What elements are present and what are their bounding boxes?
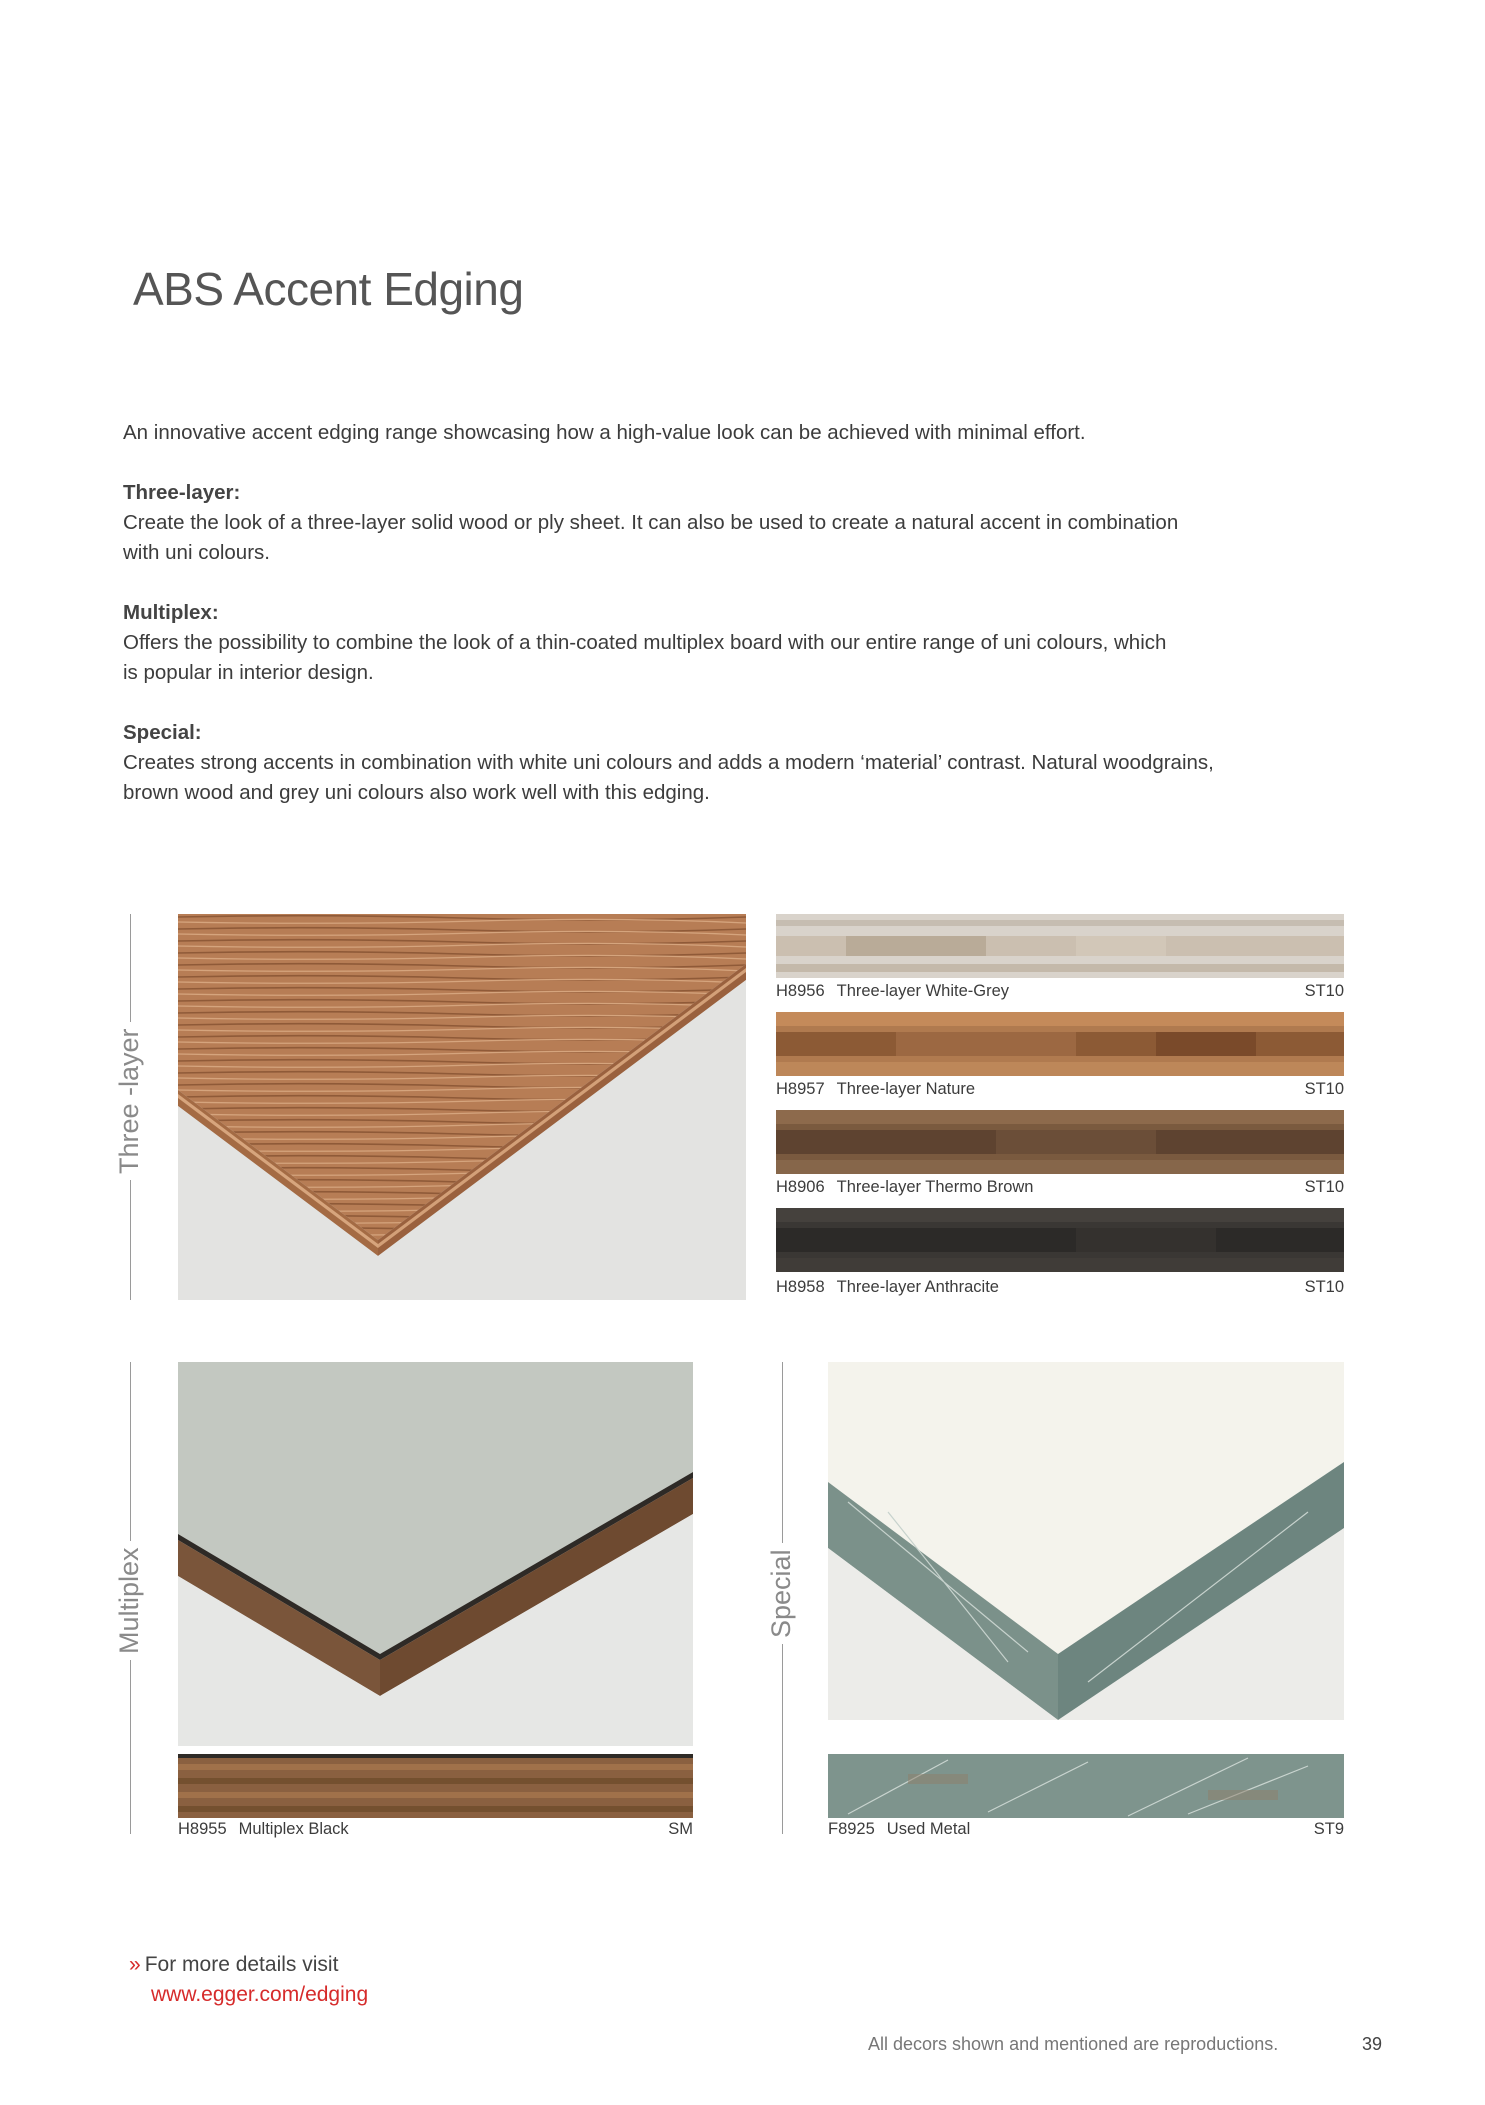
page-number: 39 [1362,2034,1383,2054]
caption-multiplex [178,1820,693,1839]
section-text: brown wood and grey uni colours also work well with this edging. [123,781,710,804]
more-details-text: For more details visit [144,1953,339,1976]
caption-anthracite [776,1278,1344,1297]
swatch-thermo-brown [776,1110,1344,1174]
decor-code: H8957 [776,1080,825,1098]
decor-code: F8925 [828,1820,875,1838]
more-details [129,1950,368,2010]
decor-name: Multiplex Black [238,1820,349,1838]
section-heading: Special: [123,721,202,744]
multiplex-board-image [178,1362,693,1746]
swatch-nature-svg [776,1012,1344,1076]
swatch-nature [776,1012,1344,1076]
section-text: is popular in interior design. [123,661,374,684]
special-board-image [828,1362,1344,1720]
texture-code: ST10 [1304,1178,1344,1196]
three-layer-side-label: Three -layer [114,1022,145,1180]
decor-name: Three-layer Nature [836,1080,976,1098]
caption-nature [776,1080,1344,1099]
section-heading: Three-layer: [123,481,241,504]
swatch-multiplex [178,1754,693,1818]
texture-code: ST9 [1313,1820,1344,1838]
intro-text: An innovative accent edging range showcasing how a high-value look can be achieved with minimal effort. [123,421,1086,444]
caption-used-metal [828,1820,1344,1839]
caption-thermo-brown [776,1178,1344,1197]
decor-code: H8955 [178,1820,227,1838]
section-text: Creates strong accents in combination with white uni colours and adds a modern ‘material’ contrast. Natural woodgrains, [123,751,1214,774]
section-heading: Multiplex: [123,601,219,624]
swatch-multiplex-svg [178,1754,693,1818]
swatch-thermo-brown-svg [776,1110,1344,1174]
swatch-white-grey-svg [776,914,1344,978]
swatch-used-metal-svg [828,1754,1344,1818]
section-text: Offers the possibility to combine the look of a thin-coated multiplex board with our entire range of uni colours, which [123,631,1167,654]
caption-white-grey [776,982,1344,1001]
swatch-anthracite [776,1208,1344,1272]
decor-code: H8958 [776,1278,825,1296]
section-text: with uni colours. [123,541,270,564]
decor-name: Three-layer White-Grey [836,982,1009,1000]
page-title: ABS Accent Edging [133,263,524,315]
texture-code: SM [668,1820,693,1838]
decor-code: H8956 [776,982,825,1000]
multiplex-board-svg [178,1362,693,1746]
three-layer-board-image [178,914,746,1300]
section-special [123,718,1323,808]
decor-code: H8906 [776,1178,825,1196]
swatch-anthracite-svg [776,1208,1344,1272]
edging-link[interactable]: www.egger.com/edging [151,1983,369,2006]
special-side-label: Special [766,1543,797,1644]
three-layer-board-svg [178,914,746,1300]
multiplex-side-label: Multiplex [114,1541,145,1660]
section-three-layer [123,478,1323,568]
section-multiplex [123,598,1323,688]
decor-name: Three-layer Thermo Brown [836,1178,1034,1196]
decor-name: Used Metal [886,1820,971,1838]
intro-paragraph [123,418,1323,448]
swatch-white-grey [776,914,1344,978]
swatch-used-metal [828,1754,1344,1818]
chevron-right-icon: » [129,1953,141,1976]
section-text: Create the look of a three-layer solid wood or ply sheet. It can also be used to create a natural accent in combination [123,511,1179,534]
texture-code: ST10 [1304,1080,1344,1098]
texture-code: ST10 [1304,1278,1344,1296]
decor-name: Three-layer Anthracite [836,1278,999,1296]
special-board-svg [828,1362,1344,1720]
reproduction-disclaimer: All decors shown and mentioned are reproductions. [868,2034,1279,2054]
texture-code: ST10 [1304,982,1344,1000]
